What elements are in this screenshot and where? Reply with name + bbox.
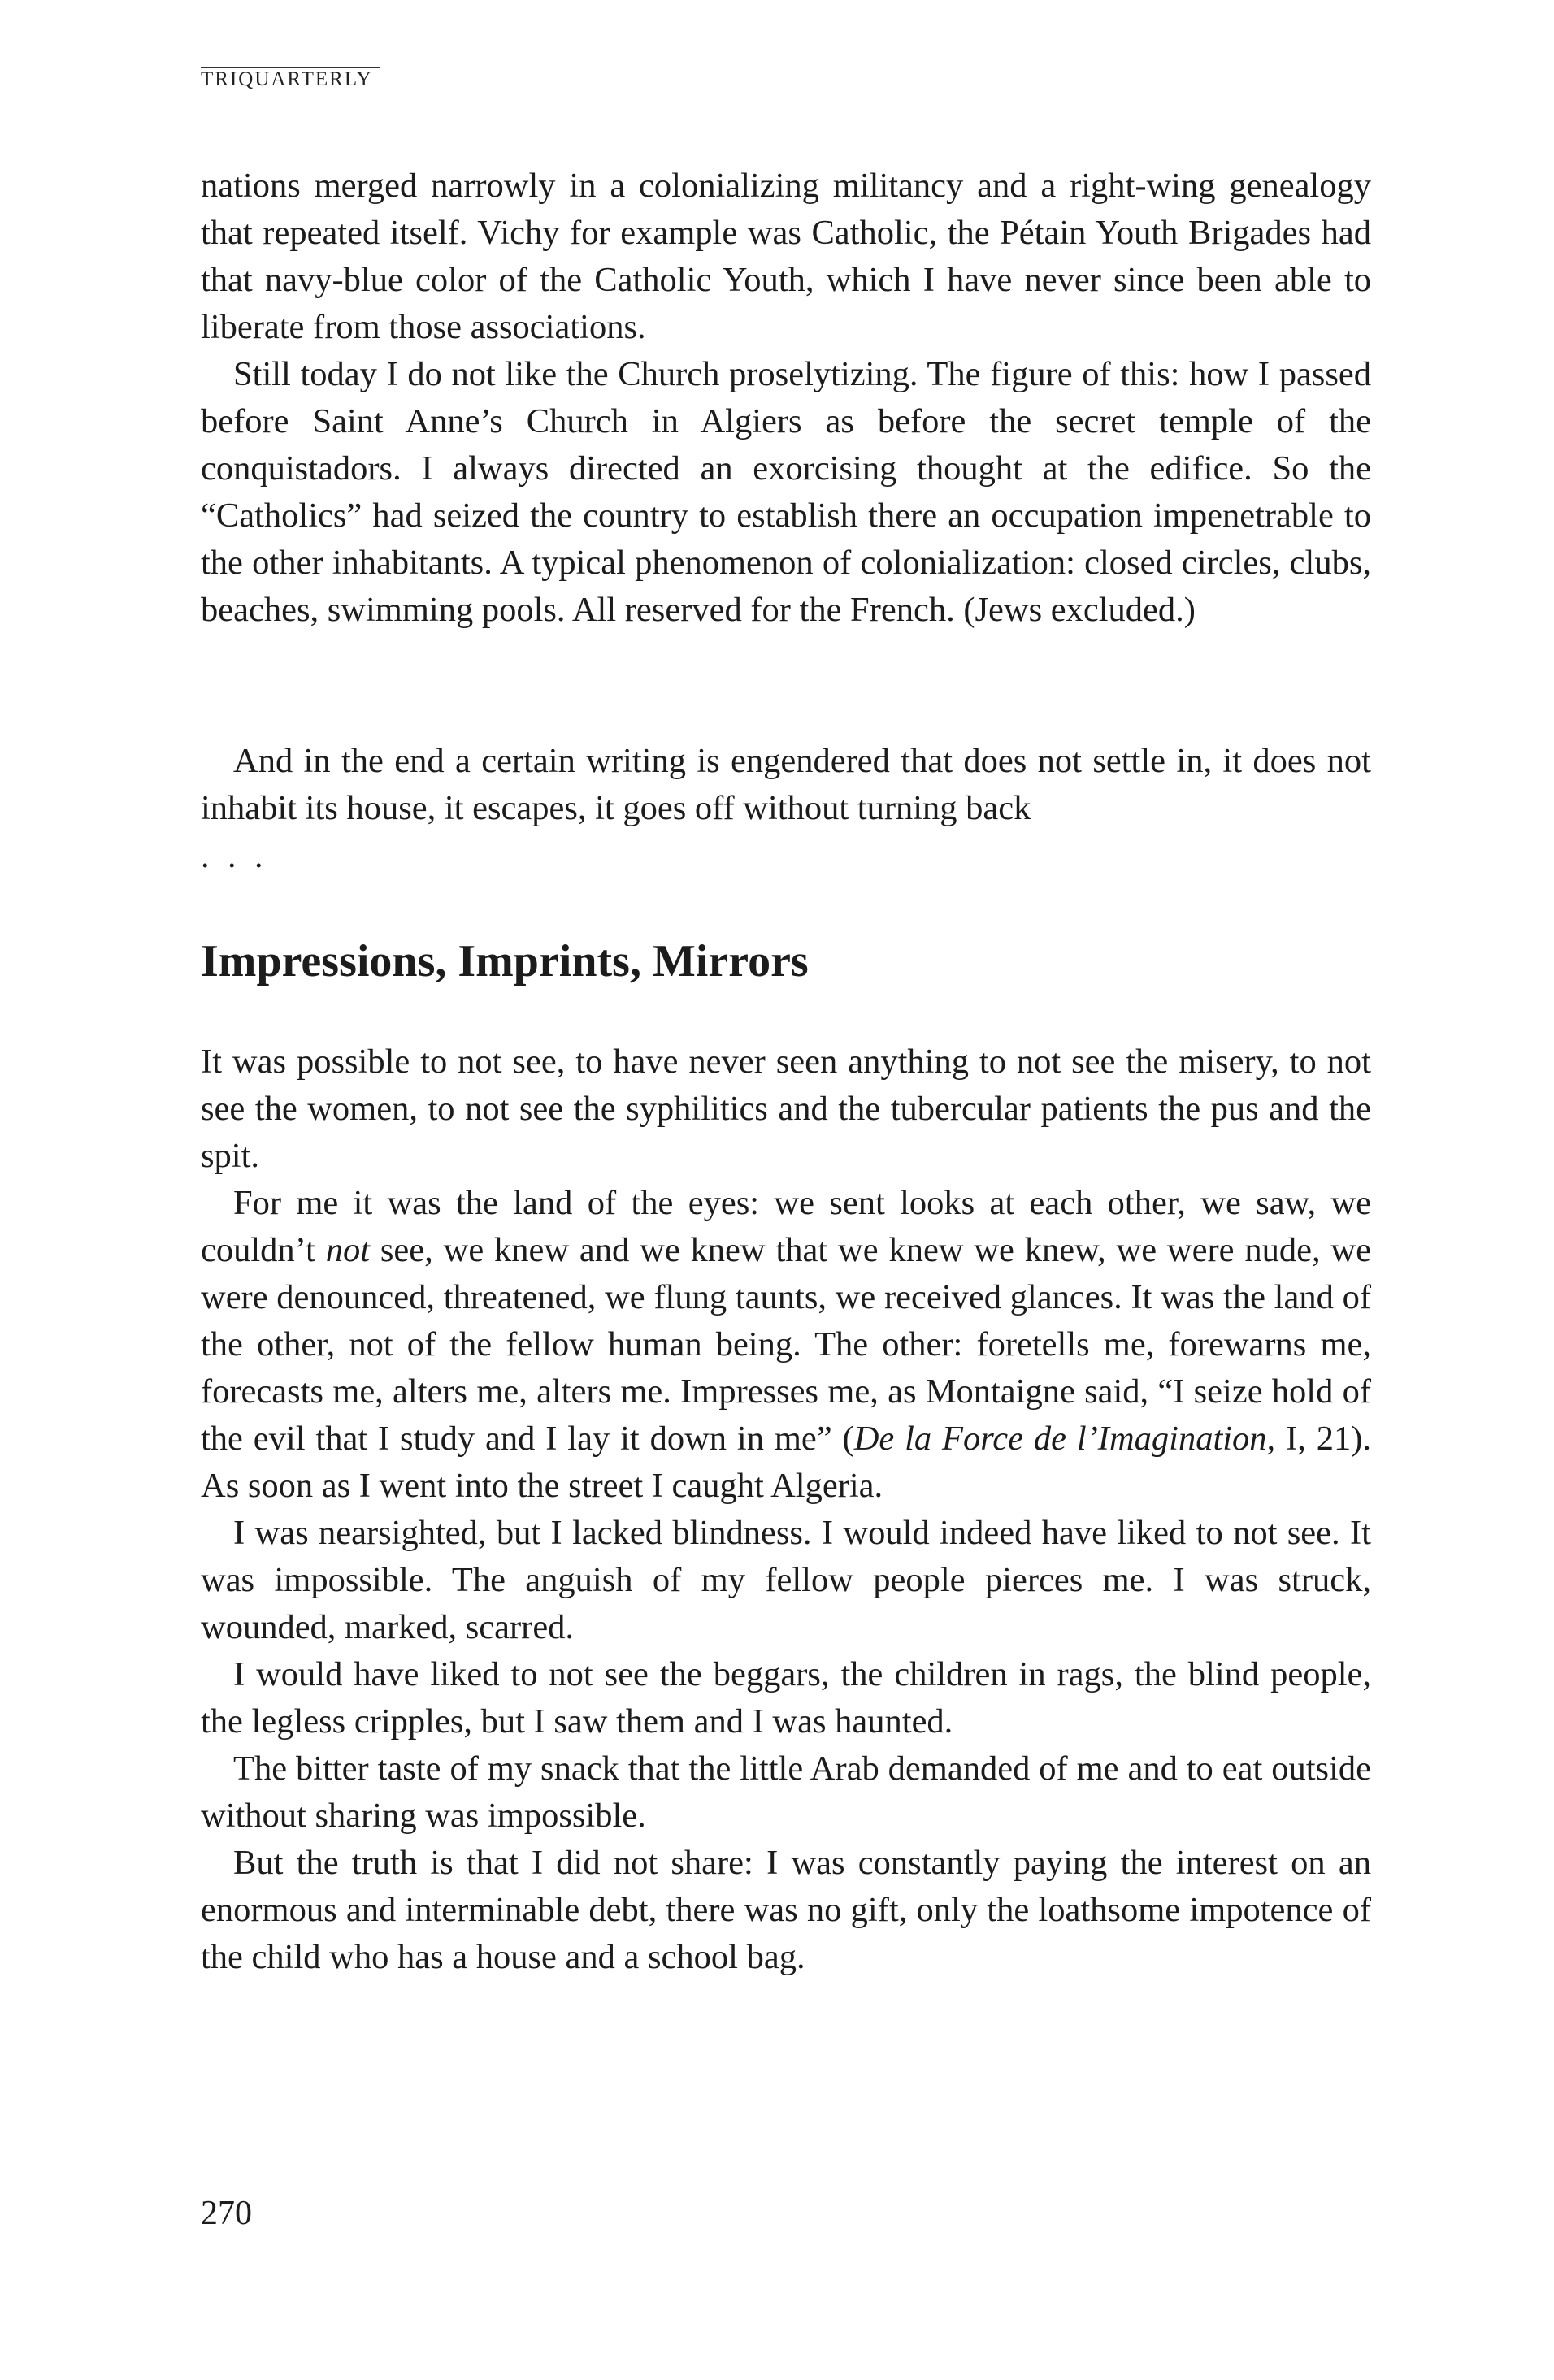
section-heading: Impressions, Imprints, Mirrors (201, 936, 809, 986)
paragraph: I was nearsighted, but I lacked blindness. I would indeed have liked to not see. It was impossible. The anguish of my fellow people pierces me. I was struck, wounded, marked, scarred. (201, 1514, 1371, 1646)
paragraph (201, 1180, 1371, 1510)
paragraph: I would have liked to not see the beggars, the children in rags, the blind people, the legless cripples, but I saw them and I was haunted. (201, 1655, 1371, 1741)
paragraph: Still today I do not like the Church proselytizing. The figure of this: how I passed before Saint Anne’s Church in Algiers as before the secret temple of the conquistadors. I always directed an exorcising thought at the edifice. So the “Catholics” had seized the country to establish there an occupation impenetrable to the other inhabitants. A typical phenomenon of colonialization: closed circles, clubs, beaches, swimming pools. All reserved for the French. (Jews excluded.) (201, 355, 1371, 629)
emphasis-text: not (325, 1231, 371, 1269)
closing-text-block (201, 738, 1371, 832)
citation-title: De la Force de l’Imagination, (853, 1420, 1276, 1458)
section-body (201, 1038, 1371, 1981)
paragraph: It was possible to not see, to have never seen anything to not see the misery, to not see the women, to not see the syphilitics and the tubercular patients the pus and the spit. (201, 1043, 1371, 1175)
paragraph: The bitter taste of my snack that the little Arab demanded of me and to eat outside without sharing was impossible. (201, 1749, 1371, 1835)
top-text-block (201, 163, 1371, 634)
text-run: I, 21). As soon as I went into the street I caught Algeria. (201, 1420, 1372, 1505)
paragraph: nations merged narrowly in a colonializing militancy and a right-wing genealogy that repeated itself. Vichy for example was Catholic, the Pétain Youth Brigades had that navy-blue color of the Catholic Youth, which I have never since been able to liberate from those associations. (201, 167, 1371, 346)
ellipsis: . . . (201, 838, 268, 875)
page-number: 270 (201, 2195, 252, 2232)
text-run: see, we knew and we knew that we knew we knew, we were nude, we were denounced, threatened, we flung taunts, we received glances. It was the land of the other, not of the fellow human being. The other: foretells me, forewarns me, forecasts me, alters me, alters me. Impresses me, as Montaigne said, “I seize hold of the evil that I study and I lay it down in me” ( (201, 1231, 1371, 1458)
running-head: TRIQUARTERLY (201, 68, 373, 90)
paragraph: But the truth is that I did not share: I was constantly paying the interest on an enormous and interminable debt, there was no gift, only the loathsome impotence of the child who has a house and a school bag. (201, 1844, 1371, 1976)
paragraph: And in the end a certain writing is engendered that does not settle in, it does not inhabit its house, it escapes, it goes off without turning back (201, 742, 1371, 827)
text-run: For me it was the land of the eyes: we sent looks at each other, we saw, we couldn’t (201, 1184, 1371, 1269)
